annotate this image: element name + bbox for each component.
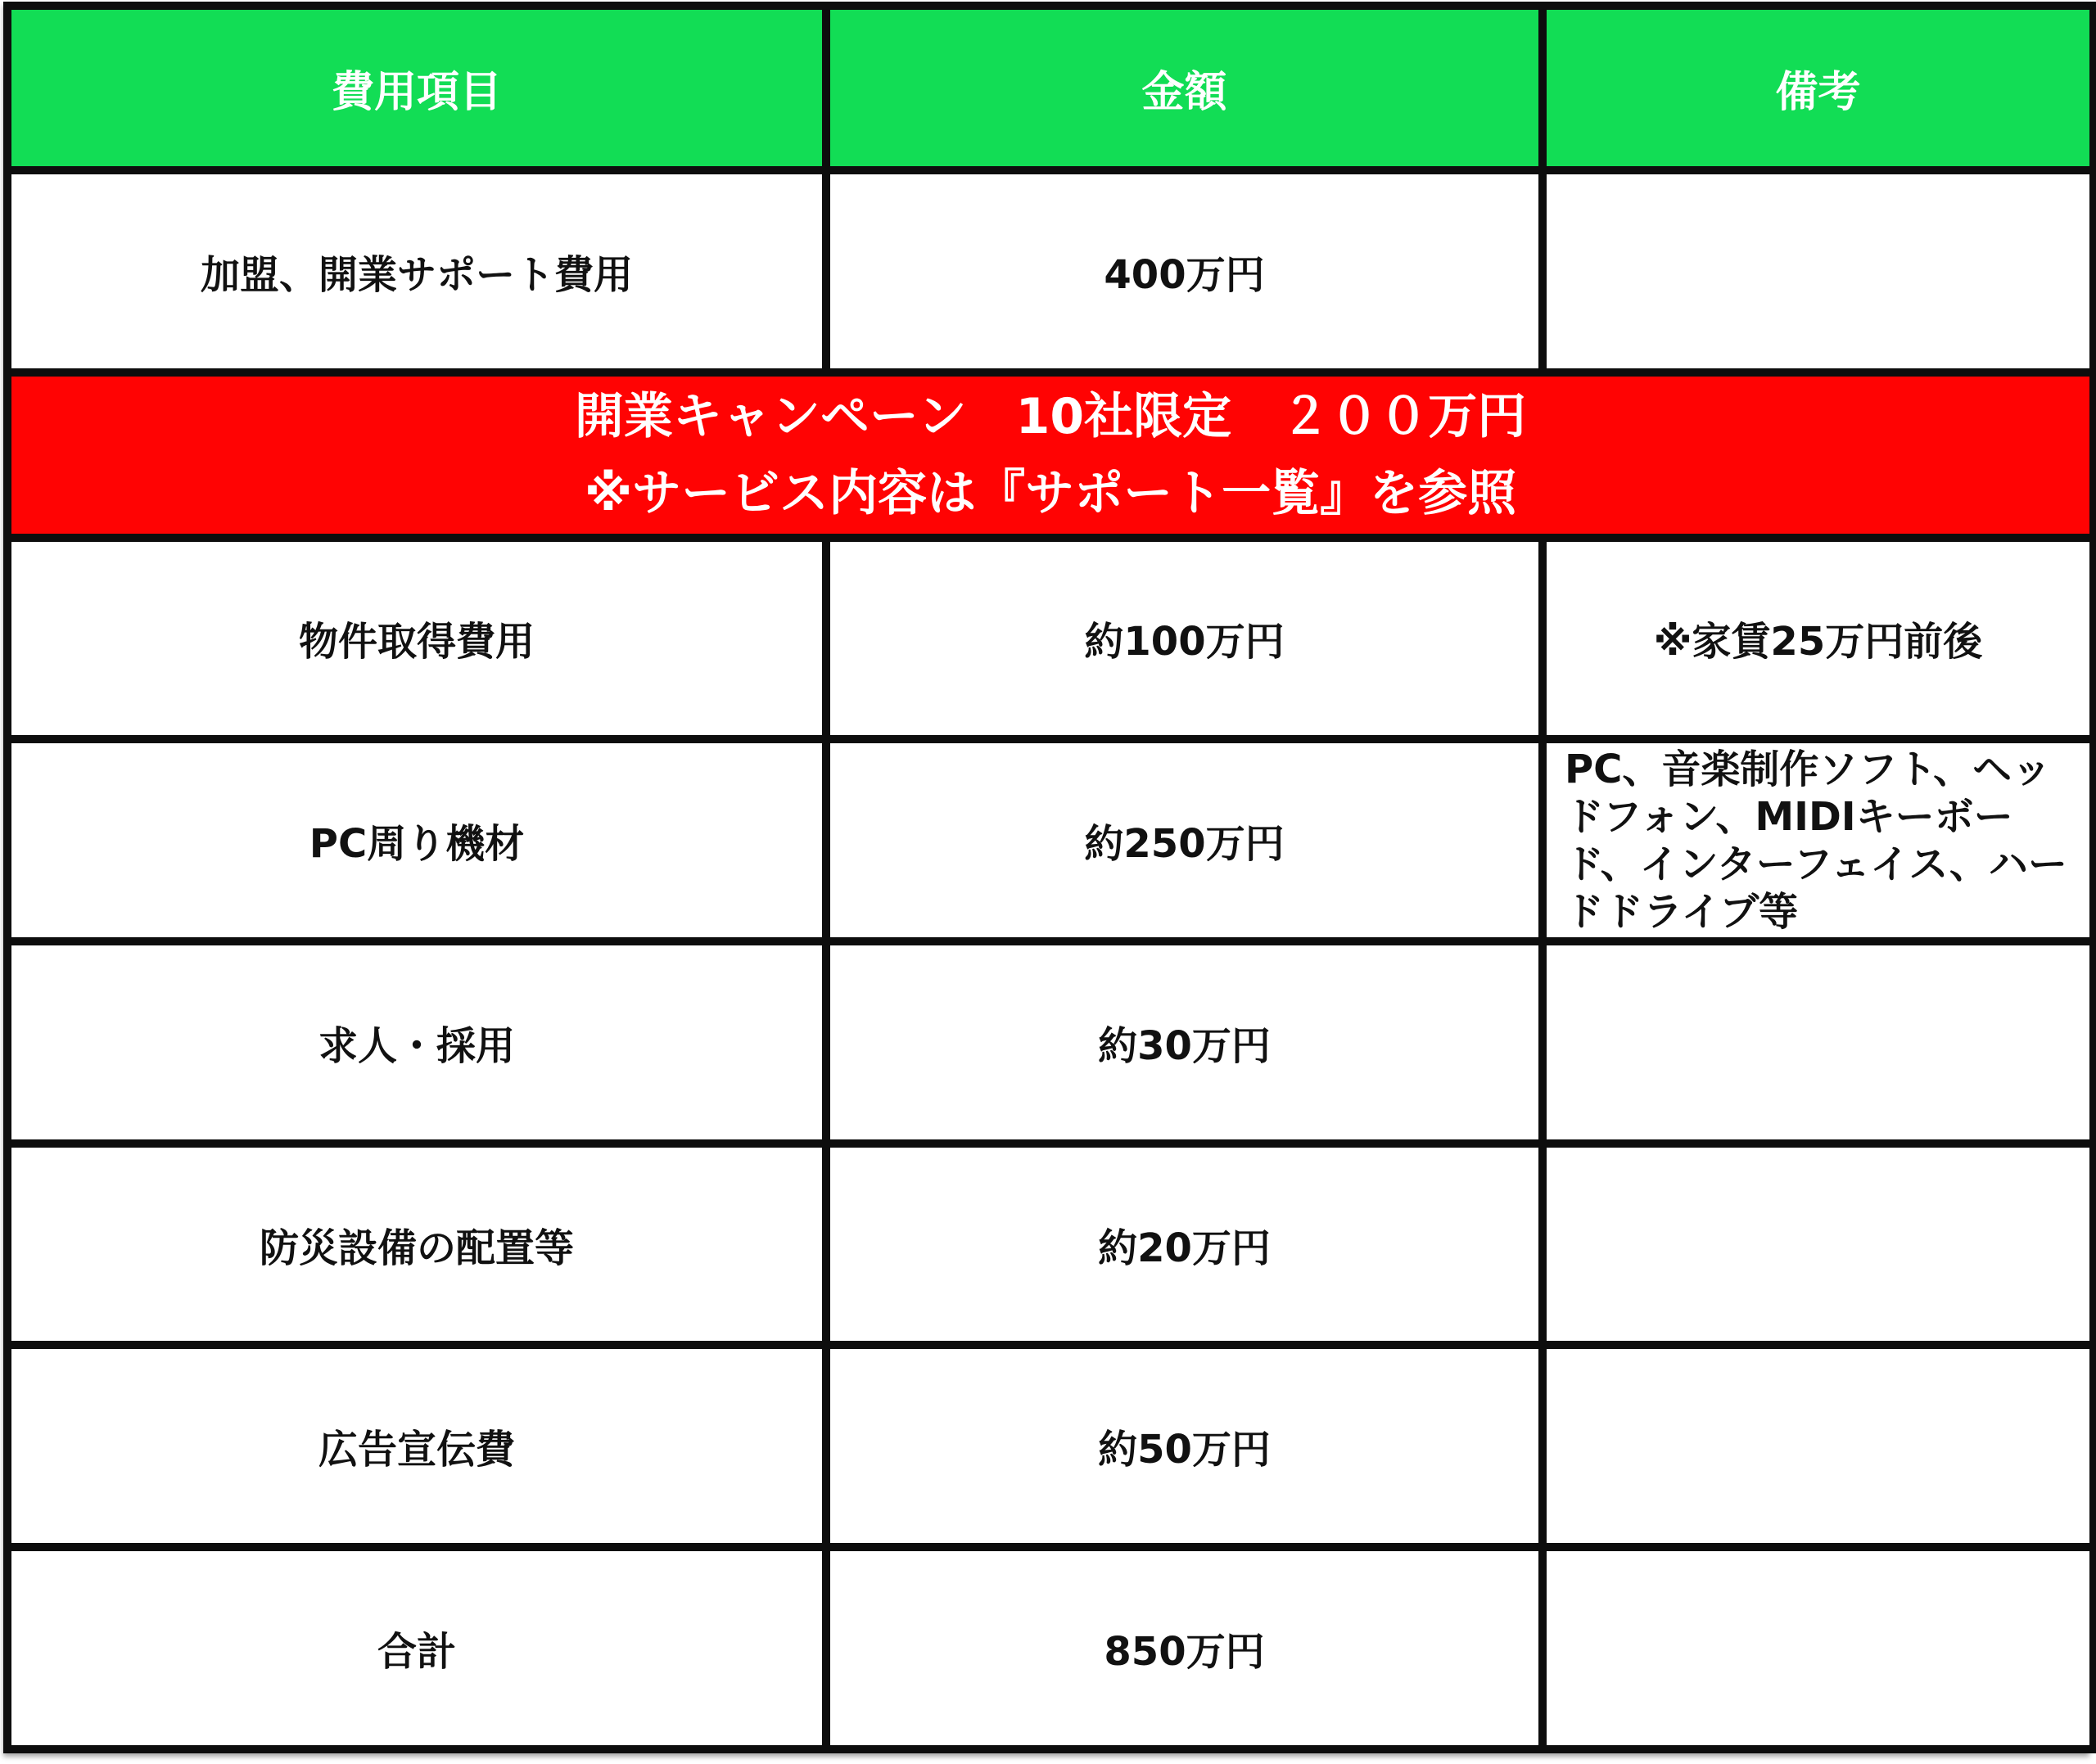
cell-item: 防災設備の配置等 [7, 1144, 826, 1346]
cell-item: 広告宣伝費 [7, 1345, 826, 1547]
table-row [7, 170, 2094, 372]
header-note: 備考 [1543, 6, 2094, 170]
campaign-banner-row [7, 372, 2094, 537]
table-header-row [7, 6, 2094, 170]
campaign-line-1: 開業キャンペーン 10社限定 ２００万円 [574, 387, 1527, 445]
cell-item: 合計 [7, 1547, 826, 1749]
table-row [7, 538, 2094, 740]
cost-table-container [3, 2, 2089, 1753]
cell-amount: 400万円 [826, 170, 1543, 372]
table-row [7, 941, 2094, 1144]
cell-note [1543, 1547, 2094, 1749]
cell-note [1543, 941, 2094, 1144]
cell-note [1543, 1144, 2094, 1346]
campaign-banner [7, 372, 2094, 537]
cell-item: 加盟、開業サポート費用 [7, 170, 826, 372]
cell-amount: 約250万円 [826, 739, 1543, 941]
table-row [7, 1144, 2094, 1346]
cell-amount: 850万円 [826, 1547, 1543, 1749]
cell-note: PC、音楽制作ソフト、ヘッドフォン、MIDIキーボード、インターフェイス、ハードドライブ等 [1543, 739, 2094, 941]
table-row-total [7, 1547, 2094, 1749]
campaign-line-2: ※サービス内容は『サポート一覧』を参照 [584, 464, 1517, 522]
cell-note [1543, 1345, 2094, 1547]
table-row [7, 739, 2094, 941]
cell-note: ※家賃25万円前後 [1543, 538, 2094, 740]
cell-item: 物件取得費用 [7, 538, 826, 740]
cell-amount: 約20万円 [826, 1144, 1543, 1346]
cell-item: 求人・採用 [7, 941, 826, 1144]
table-row [7, 1345, 2094, 1547]
cell-note [1543, 170, 2094, 372]
cell-amount: 約30万円 [826, 941, 1543, 1144]
cell-amount: 約50万円 [826, 1345, 1543, 1547]
cell-item: PC周り機材 [7, 739, 826, 941]
cell-amount: 約100万円 [826, 538, 1543, 740]
header-amount: 金額 [826, 6, 1543, 170]
cost-table [3, 2, 2096, 1753]
header-cost-item: 費用項目 [7, 6, 826, 170]
